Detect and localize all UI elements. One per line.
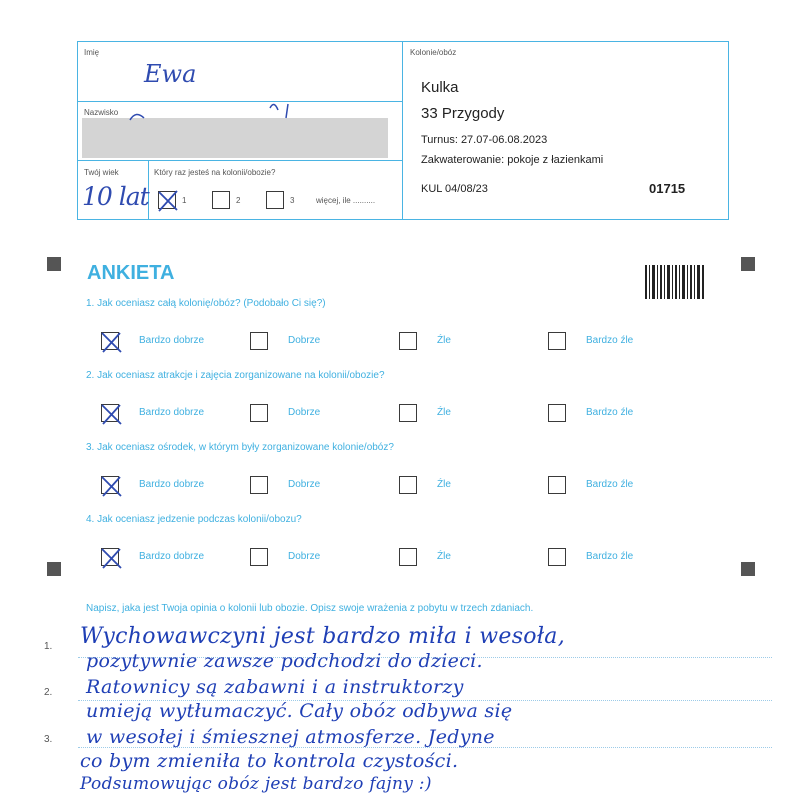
registration-mark	[741, 257, 755, 271]
rating-option-label: Źle	[437, 407, 451, 418]
rating-checkbox[interactable]	[101, 404, 119, 422]
rating-checkbox[interactable]	[548, 404, 566, 422]
rating-option-label: Dobrze	[288, 335, 321, 346]
rating-option-label: Bardzo źle	[586, 335, 634, 346]
rating-option-label: Źle	[437, 479, 451, 490]
line-number: 3.	[44, 734, 53, 745]
accommodation: Zakwaterowanie: pokoje z łazienkami	[421, 154, 604, 166]
survey-question: 4. Jak oceniasz jedzenie podczas kolonii/obozu?	[86, 514, 302, 525]
rating-checkbox[interactable]	[101, 548, 119, 566]
opinion-line: co bym zmieniła to kontrola czystości.	[80, 750, 459, 772]
rating-option-label: Bardzo dobrze	[139, 335, 205, 346]
header-divider	[402, 42, 403, 219]
rating-option-label: Bardzo dobrze	[139, 407, 205, 418]
times-label: Który raz jesteś na kolonii/obozie?	[154, 168, 276, 177]
checkmark-x-icon	[156, 189, 180, 213]
rating-checkbox[interactable]	[250, 548, 268, 566]
times-option-label: 2	[236, 196, 241, 205]
name-label: Imię	[84, 48, 100, 57]
checkmark-x-icon	[99, 474, 123, 498]
checkmark-x-icon	[99, 330, 123, 354]
opinion-line: w wesołej i śmiesznej atmosferze. Jedyne	[86, 726, 495, 748]
line-number: 2.	[44, 687, 53, 698]
survey-question: 3. Jak oceniasz ośrodek, w którym były zorganizowane kolonie/obóz?	[86, 442, 394, 453]
rating-option-label: Dobrze	[288, 551, 321, 562]
camp-code: KUL 04/08/23	[421, 183, 488, 195]
times-checkbox-2[interactable]	[212, 191, 230, 209]
rating-option-label: Dobrze	[288, 407, 321, 418]
opinion-line: pozytywnie zawsze podchodzi do dzieci.	[86, 650, 483, 672]
times-checkbox-3[interactable]	[266, 191, 284, 209]
rating-checkbox[interactable]	[399, 404, 417, 422]
opinion-prompt: Napisz, jaka jest Twoja opinia o kolonii lub obozie. Opisz swoje wrażenia z pobytu w trzech zdaniach.	[86, 603, 534, 614]
redacted-surname	[82, 118, 388, 158]
opinion-line: umieją wytłumaczyć. Cały obóz odbywa się	[86, 700, 513, 722]
rating-checkbox[interactable]	[250, 332, 268, 350]
turnus: Turnus: 27.07-06.08.2023	[421, 134, 548, 146]
survey-question: 1. Jak oceniasz całą kolonię/obóz? (Podobało Ci się?)	[86, 298, 326, 309]
rating-checkbox[interactable]	[250, 476, 268, 494]
rating-checkbox[interactable]	[548, 548, 566, 566]
rating-checkbox[interactable]	[101, 332, 119, 350]
rating-checkbox[interactable]	[399, 476, 417, 494]
age-label: Twój wiek	[84, 168, 119, 177]
age-value: 10 lat	[82, 182, 149, 211]
rating-checkbox[interactable]	[101, 476, 119, 494]
rating-option-label: Bardzo źle	[586, 407, 634, 418]
times-checkbox-1[interactable]	[158, 191, 176, 209]
handwriting-fragment	[120, 100, 320, 124]
survey-title: ANKIETA	[87, 262, 175, 284]
participant-header-box	[77, 41, 729, 220]
rating-option-label: Bardzo dobrze	[139, 551, 205, 562]
registration-mark	[47, 257, 61, 271]
rating-checkbox[interactable]	[399, 332, 417, 350]
times-more-label: więcej, ile ..........	[316, 196, 376, 205]
rating-checkbox[interactable]	[548, 332, 566, 350]
checkmark-x-icon	[99, 402, 123, 426]
line-number: 1.	[44, 641, 53, 652]
rating-option-label: Źle	[437, 335, 451, 346]
rating-option-label: Bardzo źle	[586, 479, 634, 490]
opinion-line: Podsumowując obóz jest bardzo fajny :)	[80, 774, 432, 794]
camp-label: Kolonie/obóz	[410, 48, 457, 57]
form-number: 01715	[649, 181, 686, 196]
times-option-label: 1	[182, 196, 187, 205]
rating-option-label: Bardzo dobrze	[139, 479, 205, 490]
name-value: Ewa	[144, 60, 197, 88]
checkmark-x-icon	[99, 546, 123, 570]
rating-checkbox[interactable]	[399, 548, 417, 566]
opinion-line: Ratownicy są zabawni i a instruktorzy	[86, 676, 464, 698]
survey-question: 2. Jak oceniasz atrakcje i zajęcia zorganizowane na kolonii/obozie?	[86, 370, 385, 381]
row-divider	[78, 160, 402, 161]
registration-mark	[741, 562, 755, 576]
times-option-label: 3	[290, 196, 295, 205]
rating-checkbox[interactable]	[250, 404, 268, 422]
registration-mark	[47, 562, 61, 576]
rating-checkbox[interactable]	[548, 476, 566, 494]
rating-option-label: Źle	[437, 551, 451, 562]
camp-program: 33 Przygody	[421, 105, 505, 122]
camp-name: Kulka	[421, 79, 459, 96]
rating-option-label: Dobrze	[288, 479, 321, 490]
rating-option-label: Bardzo źle	[586, 551, 634, 562]
opinion-line: Wychowawczyni jest bardzo miła i wesoła,	[80, 624, 565, 649]
surname-label: Nazwisko	[84, 108, 119, 117]
barcode-icon	[645, 265, 705, 299]
